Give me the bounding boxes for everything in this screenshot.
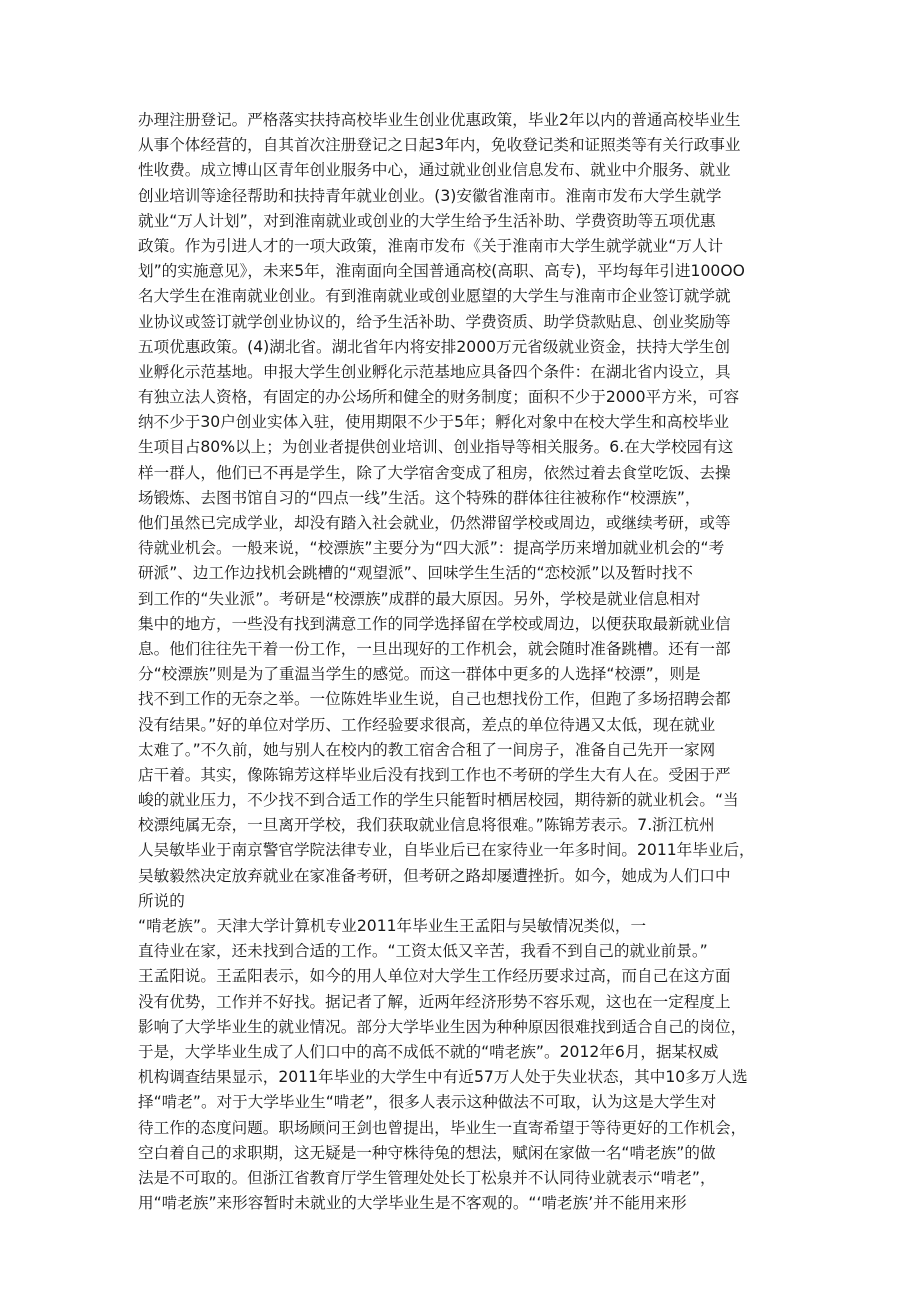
text-line: 他们虽然已完成学业，却没有踏入社会就业，仍然滞留学校或周边，或继续考研，或等 <box>138 514 731 532</box>
text-line: 吴敏毅然决定放弃就业在家准备考研，但考研之路却屡遭挫折。如今，她成为人们口中 <box>138 866 731 885</box>
text-line: 就业“万人计划”，对到淮南就业或创业的大学生给予生活补助、学费资助等五项优惠 <box>138 211 716 230</box>
text-line: 待工作的态度问题。职场顾问王剑也曾提出，毕业生一直寄希望于等待更好的工作机会， <box>138 1118 747 1137</box>
text-line: 没有优势，工作并不好找。据记者了解，近两年经济形势不容乐观，这也在一定程度上 <box>138 992 731 1011</box>
text-line: 用“啃老族”来形容暂时未就业的大学毕业生是不客观的。“‘啃老族’并不能用来形 <box>138 1194 687 1213</box>
text-line: 政策。作为引进人才的一项大政策，淮南市发布《关于淮南市大学生就学就业“万人计 <box>138 236 724 255</box>
text-line: 于是，大学毕业生成了人们口中的高不成低不就的“啃老族”。2012年6月，据某权威 <box>138 1042 719 1061</box>
text-line: 业孵化示范基地。申报大学生创业孵化示范基地应具备四个条件：在湖北省内设立，具 <box>138 362 731 381</box>
text-line: 王孟阳说。王孟阳表示，如今的用人单位对大学生工作经历要求过高，而自己在这方面 <box>138 967 731 986</box>
text-line: 办理注册登记。严格落实扶持高校毕业生创业优惠政策，毕业2年以内的普通高校毕业生 <box>138 111 741 129</box>
text-line: 校漂纯属无奈，一旦离开学校，我们获取就业信息将很难。”陈锦芳表示。7.浙江杭州 <box>138 816 715 835</box>
text-line: 业协议或签订就学创业协议的，给予生活补助、学费资质、助学贷款贴息、创业奖励等 <box>138 312 731 331</box>
text-line: 息。他们往往先干着一份工作，一旦出现好的工作机会，就会随时准备跳槽。还有一部 <box>138 639 731 658</box>
text-line: 分“校漂族”则是为了重温当学生的感觉。而这一群体中更多的人选择“校漂”，则是 <box>138 665 701 684</box>
text-line: 峻的就业压力，不少找不到合适工作的学生只能暂时栖居校园，期待新的就业机会。“当 <box>138 791 739 810</box>
text-line: 样一群人，他们已不再是学生，除了大学宿舍变成了租房，依然过着去食堂吃饭、去操 <box>138 463 731 482</box>
text-line: 店干着。其实，像陈锦芳这样毕业后没有找到工作也不考研的学生大有人在。受困于严 <box>138 765 731 784</box>
text-line: 划”的实施意见》，未来5年，淮南面向全国普通高校(高职、高专)，平均每年引进100OO <box>138 262 745 281</box>
text-line: 创业培训等途径帮助和扶持青年就业创业。(3)安徽省淮南市。淮南市发布大学生就学 <box>138 186 722 205</box>
text-line: 待就业机会。一般来说，“校漂族”主要分为“四大派”：提高学历来增加就业机会的“考 <box>138 539 725 558</box>
text-line: 人吴敏毕业于南京警官学院法律专业，自毕业后已在家待业一年多时间。2011年毕业后， <box>138 841 755 860</box>
text-line: 择“啃老”。对于大学毕业生“啃老”，很多人表示这种做法不可取，认为这是大学生对 <box>138 1093 717 1112</box>
text-line: 找不到工作的无奈之举。一位陈姓毕业生说，自己也想找份工作，但跑了多场招聘会都 <box>138 690 731 709</box>
text-line: 太难了。”不久前，她与别人在校内的教工宿舍合租了一间房子，准备自己先开一家网 <box>138 740 716 759</box>
text-line: 五项优惠政策。(4)湖北省。湖北省年内将安排2000万元省级就业资金，扶持大学生创 <box>138 337 730 356</box>
text-line: 影响了大学毕业生的就业情况。部分大学毕业生因为种种原因很难找到适合自己的岗位， <box>138 1017 747 1036</box>
text-line: 没有结果。”好的单位对学历、工作经验要求很高，差点的单位待遇又太低，现在就业 <box>138 715 716 734</box>
text-line: 集中的地方，一些没有找到满意工作的同学选择留在学校或周边，以便获取最新就业信 <box>138 614 731 633</box>
text-line: 直待业在家，还未找到合适的工作。“工资太低又辛苦，我看不到自己的就业前景。” <box>138 942 708 961</box>
text-line: 空白着自己的求职期，这无疑是一种守株待兔的想法，赋闲在家做一名“啃老族”的做 <box>138 1143 716 1162</box>
text-line: 到工作的“失业派”。考研是“校漂族”成群的最大原因。另外，学校是就业信息相对 <box>138 589 701 608</box>
text-line: 法是不可取的。但浙江省教育厅学生管理处处长丁松泉并不认同待业就表示“啃老”， <box>138 1168 716 1187</box>
text-line: 名大学生在淮南就业创业。有到淮南就业或创业愿望的大学生与淮南市企业签订就学就 <box>138 287 731 306</box>
text-line: 所说的 <box>138 891 185 910</box>
text-line: 性收费。成立博山区青年创业服务中心，通过就业创业信息发布、就业中介服务、就业 <box>138 161 731 180</box>
text-line: 机构调查结果显示，2011年毕业的大学生中有近57万人处于失业状态，其中10多万人选 <box>138 1068 748 1087</box>
text-line: 场锻炼、去图书馆自习的“四点一线”生活。这个特殊的群体往往被称作“校漂族”， <box>138 488 701 507</box>
text-line: “啃老族”。天津大学计算机专业2011年毕业生王孟阳与吴敏情况类似，一 <box>138 917 647 935</box>
text-line: 从事个体经营的，自其首次注册登记之日起3年内，免收登记类和证照类等有关行政事业 <box>138 136 741 155</box>
text-line: 生项目占80%以上；为创业者提供创业培训、创业指导等相关服务。6.在大学校园有这 <box>138 438 734 457</box>
text-line: 研派”、边工作边找机会跳槽的“观望派”、回味学生生活的“恋校派”以及暂时找不 <box>138 564 693 583</box>
body-text <box>138 108 790 1216</box>
text-line: 纳不少于30户创业实体入驻，使用期限不少于5年；孵化对象中在校大学生和高校毕业 <box>138 413 730 432</box>
text-line: 有独立法人资格，有固定的办公场所和健全的财务制度；面积不少于2000平方米，可容 <box>138 388 740 407</box>
